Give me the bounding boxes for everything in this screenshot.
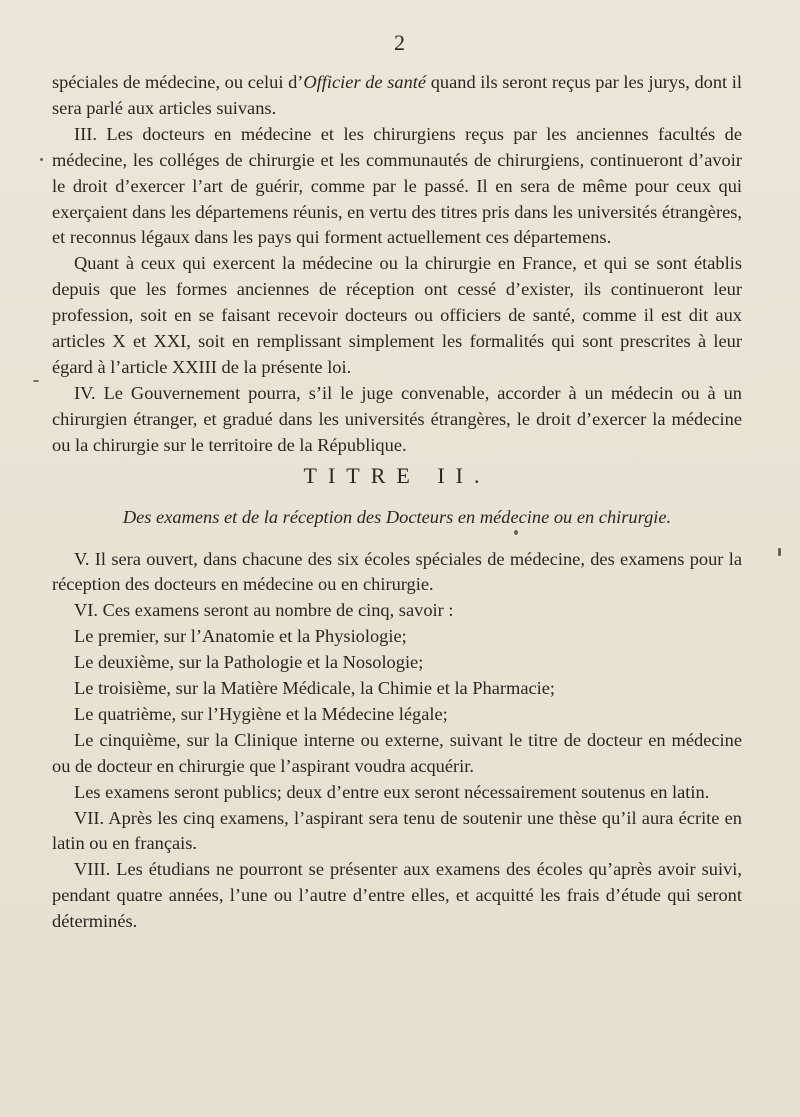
exam-item: Le troisième, sur la Matière Médicale, la Chimie et la Pharmacie;: [74, 678, 556, 699]
ink-speck: [33, 380, 39, 382]
article-iv: IV. Le Gouvernement pourra, s’il le juge convenable, accorder à un médecin ou à un chirurgien étranger, et gradué dans les universités étrangères, le droit d’exercer la médecine ou la chirurgie sur le territoire de la République.: [52, 382, 742, 455]
paragraph-text: quand ils seront reçus par les jurys, dont il sera parlé aux articles suivans.: [52, 72, 743, 118]
paragraph-quant: Quant à ceux qui exercent la médecine ou la chirurgie en France, et qui se sont établis depuis que les formes anciennes de réception ont cessé d’exister, ils continueront leur profession, soit en se faisant recevoir docteurs ou officiers de santé, comme il est dit aux articles X et XXI, soit en remplissant simplement les formalités qui sont prescrites à leur égard à l’article XXIII de la présente loi.: [52, 253, 742, 377]
ink-speck: [40, 158, 43, 161]
exam-item: Le quatrième, sur l’Hygiène et la Médecine légale;: [74, 703, 448, 724]
section-subtitle: Des examens et de la réception des Docteurs en médecine ou en chirurgie.: [122, 506, 672, 527]
paragraph-text: spéciales de médecine, ou celui d’: [52, 72, 304, 92]
article-viii: VIII. Les étudians ne pourront se présenter aux examens des écoles qu’après avoir suivi, pendant quatre années, l’une ou l’autre d’entre elles, et acquitté les frais d’étude qui seront déterminés.: [52, 859, 742, 932]
paragraph-latin: Les examens seront publics; deux d’entre eux seront nécessairement soutenus en latin.: [74, 781, 710, 802]
article-vi: VI. Ces examens seront au nombre de cinq, savoir :: [74, 600, 454, 621]
paragraph-continuation: [52, 70, 742, 122]
exam-item: Le deuxième, sur la Pathologie et la Nosologie;: [74, 652, 424, 673]
ink-speck: [778, 548, 781, 556]
article-v: V. Il sera ouvert, dans chacune des six écoles spéciales de médecine, des examens pour la réception des docteurs en médecine ou en chirurgie.: [52, 548, 742, 595]
ink-speck: [514, 530, 518, 535]
article-iii: III. Les docteurs en médecine et les chirurgiens reçus par les anciennes facultés de médecine, les colléges de chirurgie et les communautés de chirurgiens, continueront d’avoir le droit d’exercer l’art de guérir, comme par le passé. Il en sera de même pour ceux qui exerçaient dans les départemens réunis, en vertu des titres pris dans les universités étrangères, et reconnus légaux dans les pays qui forment actuellement ces départemens.: [52, 123, 742, 248]
page-number: 2: [394, 30, 406, 55]
exam-item: Le premier, sur l’Anatomie et la Physiologie;: [74, 626, 407, 647]
exam-item: Le cinquième, sur la Clinique interne ou externe, suivant le titre de docteur en médecine ou de docteur en chirurgie que l’aspirant voudra acquérir.: [52, 729, 742, 776]
italic-term: Officier de santé: [303, 72, 427, 92]
section-title: TITRE II.: [303, 462, 491, 488]
article-vii: VII. Après les cinq examens, l’aspirant sera tenu de soutenir une thèse qu’il aura écrite en latin ou en français.: [52, 807, 742, 854]
document-body: [52, 70, 742, 935]
